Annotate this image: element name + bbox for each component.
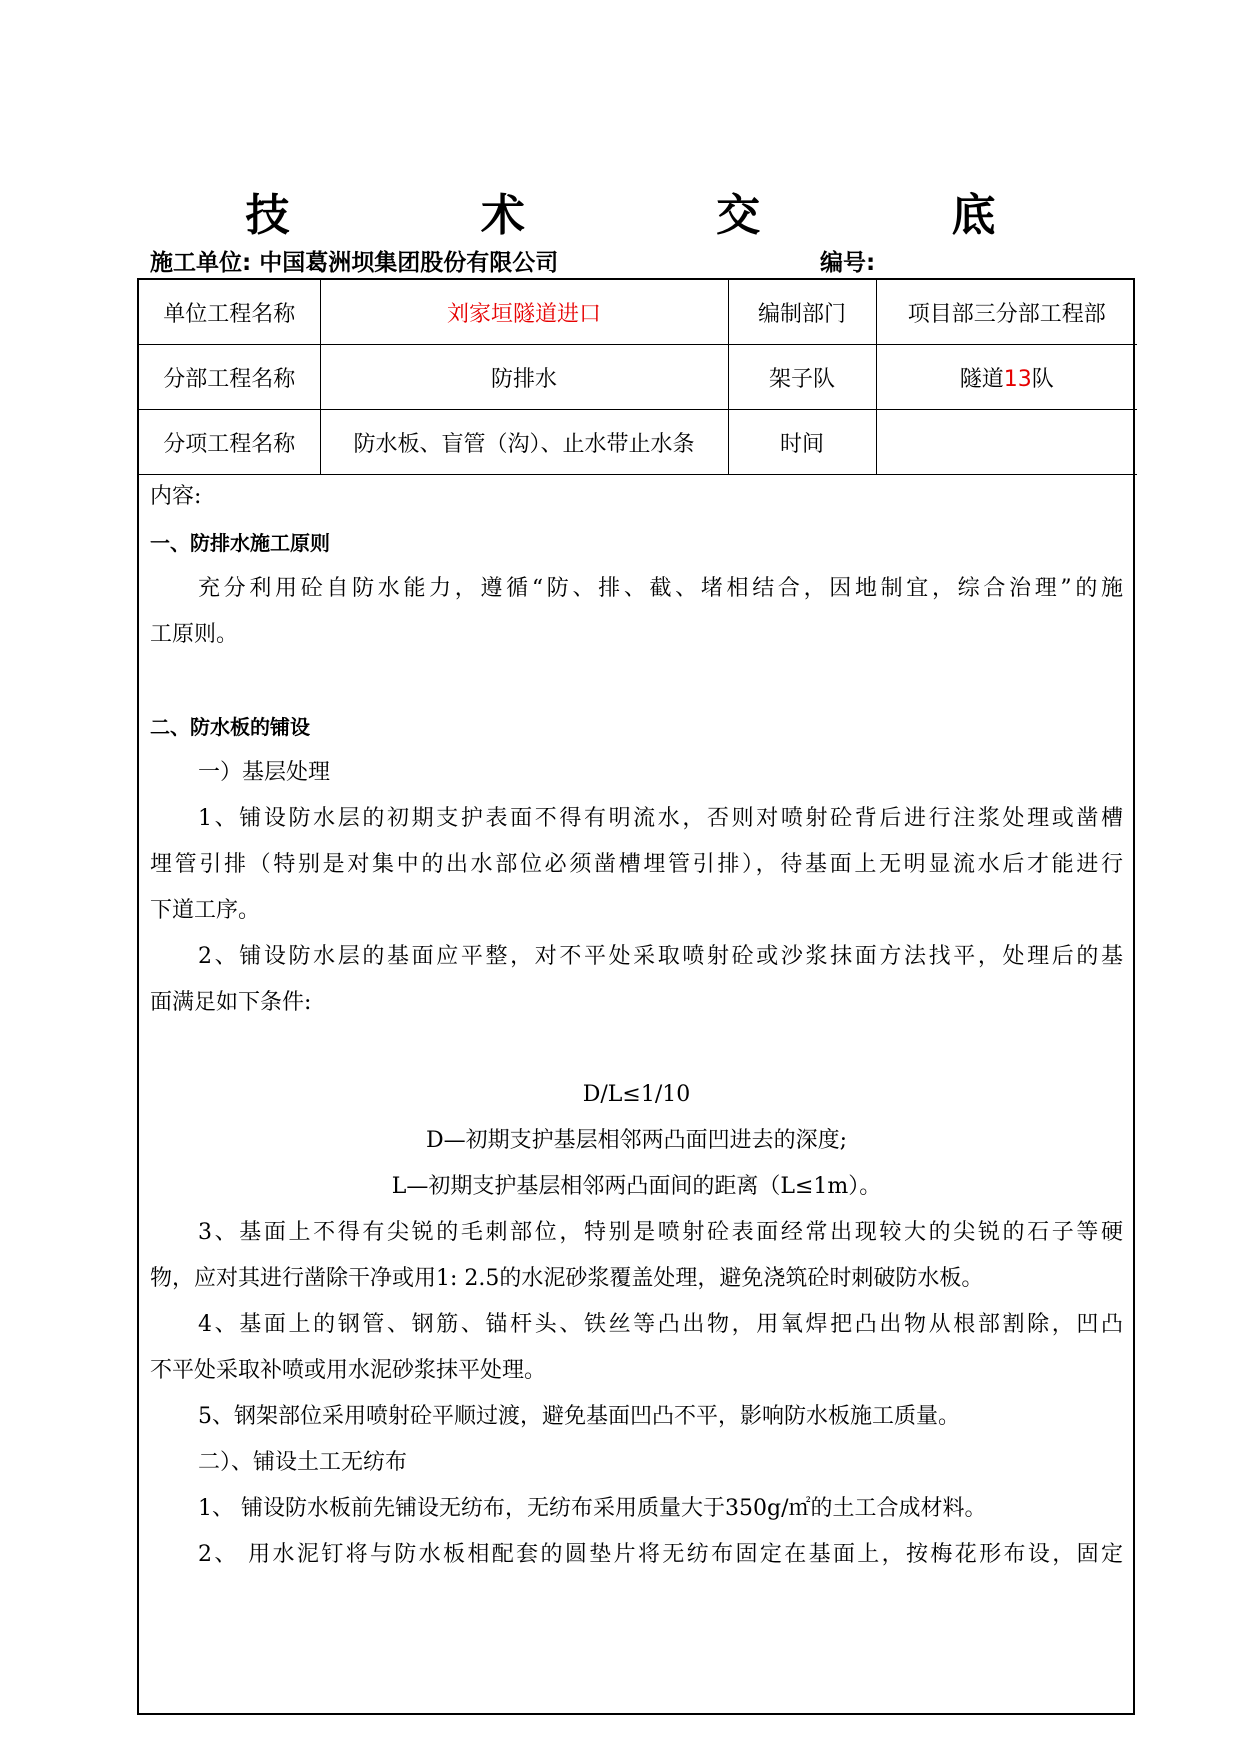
division-project-value: 防排水: [320, 345, 728, 410]
section-1-heading: 一、防排水施工原则: [150, 531, 330, 555]
table-row: [139, 410, 1137, 475]
paragraph: 2、 用水泥钉将与防水板相配套的圆垫片将无纺布固定在基面上，按梅花形布设，固定: [198, 1542, 1123, 1567]
table-row: [139, 280, 1137, 345]
team-value-number: 13: [1003, 366, 1032, 392]
team-value: [876, 345, 1137, 410]
department-label: 编制部门: [728, 280, 876, 345]
paragraph: 埋管引排（特别是对集中的出水部位必须凿槽埋管引排），待基面上无明显流水后才能进行: [150, 852, 1123, 877]
construction-unit-value: 中国葛洲坝集团股份有限公司: [259, 250, 559, 276]
document-title: 技 术 交 底: [245, 190, 1084, 241]
section-2-heading: 二、防水板的铺设: [150, 715, 310, 739]
project-info-table: [139, 280, 1137, 475]
formula: D/L≤1/10: [582, 1082, 691, 1107]
subsection-heading: 一）基层处理: [198, 760, 331, 785]
item-project-value: 防水板、盲管（沟）、止水带止水条: [320, 410, 728, 475]
paragraph: 5、钢架部位采用喷射砼平顺过渡，避免基面凹凸不平，影响防水板施工质量。: [198, 1404, 960, 1429]
paragraph: 工原则。: [150, 622, 239, 647]
team-value-suffix: 队: [1031, 366, 1054, 392]
time-label: 时间: [728, 410, 876, 475]
table-row: [139, 345, 1137, 410]
team-value-prefix: 隧道: [959, 366, 1004, 392]
unit-project-label: 单位工程名称: [139, 280, 320, 345]
unit-project-value: 刘家垣隧道进口: [320, 280, 728, 345]
formula-definition-d: D—初期支护基层相邻两凸面凹进去的深度;: [425, 1128, 848, 1153]
subsection-heading: 二）、铺设土工无纺布: [198, 1450, 408, 1475]
team-label: 架子队: [728, 345, 876, 410]
paragraph: 2、铺设防水层的基面应平整，对不平处采取喷射砼或沙浆抹面方法找平，处理后的基: [198, 944, 1123, 969]
formula-definition-l: L—初期支护基层相邻两凸面间的距离（L≤1m）。: [391, 1174, 882, 1199]
paragraph: 1、 铺设防水板前先铺设无纺布，无纺布采用质量大于350g/㎡的土工合成材料。: [198, 1496, 987, 1521]
paragraph: 物，应对其进行凿除干净或用1: 2.5的水泥砂浆覆盖处理，避免浇筑砼时刺破防水板。: [150, 1266, 984, 1291]
disclosure-form: [137, 278, 1135, 1715]
division-project-label: 分部工程名称: [139, 345, 320, 410]
paragraph: 3、基面上不得有尖锐的毛刺部位，特别是喷射砼表面经常出现较大的尖锐的石子等硬: [198, 1220, 1123, 1245]
paragraph: 面满足如下条件:: [150, 990, 312, 1015]
paragraph: 4、基面上的钢管、钢筋、锚杆头、铁丝等凸出物，用氧焊把凸出物从根部割除，凹凸: [198, 1312, 1123, 1337]
paragraph: 下道工序。: [150, 898, 261, 923]
document-number-label: 编号:: [820, 250, 876, 276]
time-value: [876, 410, 1137, 475]
construction-unit-label: 施工单位:: [150, 250, 252, 276]
paragraph: 1、铺设防水层的初期支护表面不得有明流水，否则对喷射砼背后进行注浆处理或凿槽: [198, 806, 1123, 831]
construction-unit: [150, 248, 558, 278]
paragraph: 充分利用砼自防水能力，遵循“防、排、截、堵相结合，因地制宜，综合治理”的施: [198, 576, 1123, 601]
department-value: 项目部三分部工程部: [876, 280, 1137, 345]
content-body: [150, 520, 1123, 1713]
paragraph: 不平处采取补喷或用水泥砂浆抹平处理。: [150, 1358, 547, 1383]
content-label: 内容:: [150, 484, 202, 509]
item-project-label: 分项工程名称: [139, 410, 320, 475]
